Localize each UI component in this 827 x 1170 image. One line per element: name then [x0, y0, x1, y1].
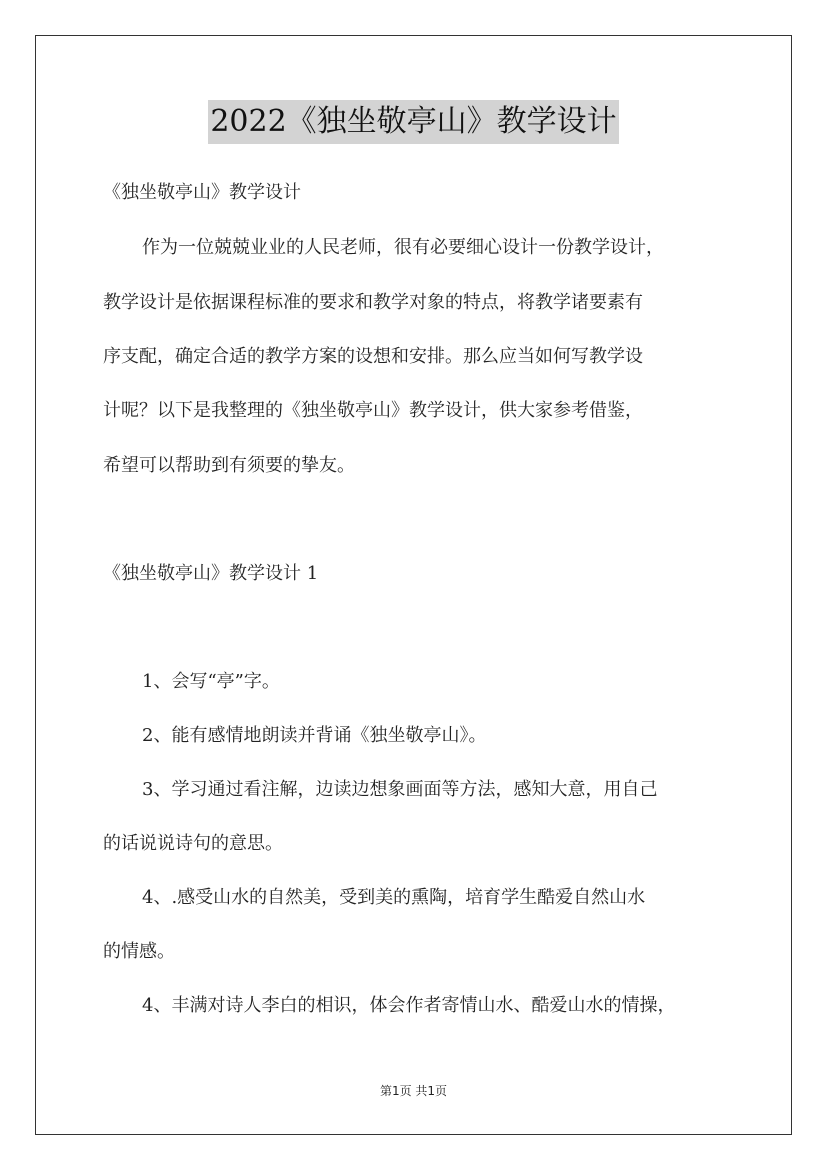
- intro-line: 计呢？以下是我整理的《独坐敬亭山》教学设计，供大家参考借鉴，: [103, 400, 643, 421]
- document-subtitle: 《独坐敬亭山》教学设计: [103, 182, 301, 203]
- document-title: 2022《独坐敬亭山》教学设计: [208, 100, 618, 144]
- intro-line: 希望可以帮助到有须要的挚友。: [103, 455, 355, 476]
- intro-line: 作为一位兢兢业业的人民老师，很有必要细心设计一份教学设计，: [142, 237, 664, 258]
- objective-item: 2、能有感情地朗读并背诵《独坐敬亭山》。: [142, 725, 487, 746]
- title-container: [0, 100, 827, 144]
- section-heading: 《独坐敬亭山》教学设计 1: [103, 563, 319, 584]
- objective-item: 4、丰满对诗人李白的相识，体会作者寄情山水、酷爱山水的情操，: [142, 995, 676, 1016]
- intro-line: 序支配，确定合适的教学方案的设想和安排。那么应当如何写教学设: [103, 346, 643, 367]
- objective-item-continued: 的话说说诗句的意思。: [103, 833, 283, 854]
- objective-item: 3、学习通过看注解，边读边想象画面等方法，感知大意，用自己: [142, 779, 658, 800]
- objective-item: 4、.感受山水的自然美，受到美的熏陶，培育学生酷爱自然山水: [142, 887, 646, 908]
- intro-line: 教学设计是依据课程标准的要求和教学对象的特点，将教学诸要素有: [103, 292, 643, 313]
- page-footer: 第1页 共1页: [379, 1084, 448, 1098]
- objective-item: 1、会写“亭”字。: [142, 671, 280, 692]
- objective-item-continued: 的情感。: [103, 941, 175, 962]
